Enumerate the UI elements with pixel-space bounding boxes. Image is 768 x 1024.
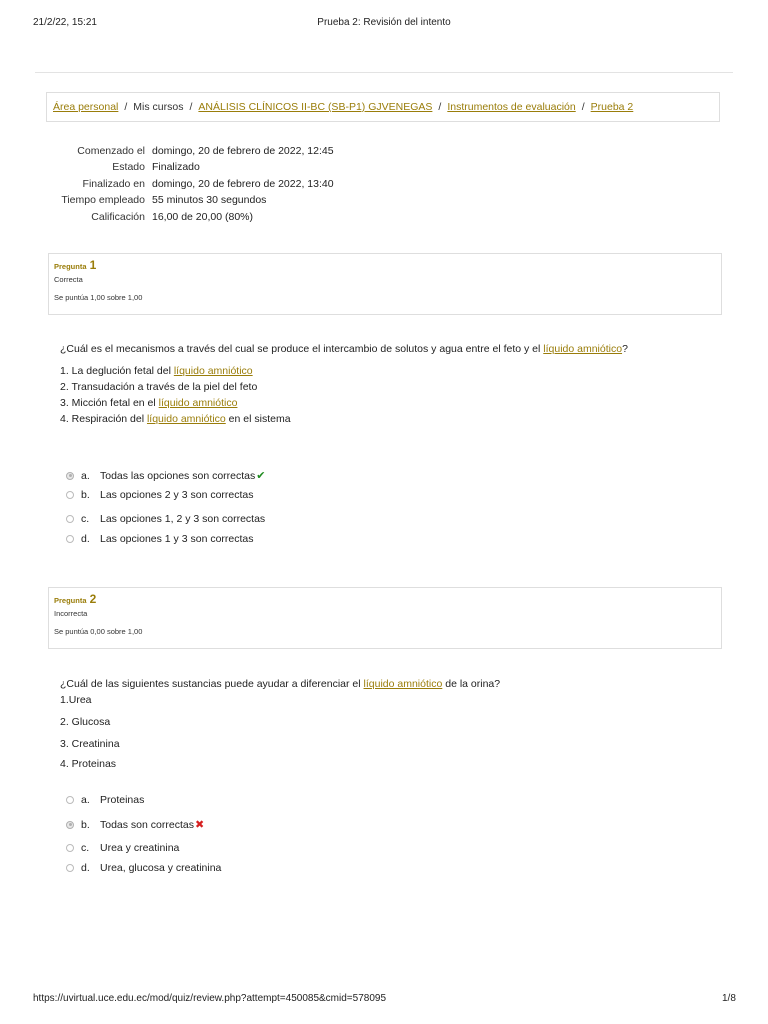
question-prompt: ¿Cuál de las siguientes sustancias puede ayudar a diferenciar el líquido amniótico de la orina? (60, 678, 501, 690)
attempt-summary (54, 143, 334, 225)
option-letter: b. (81, 818, 90, 831)
answer-radio[interactable] (66, 515, 74, 523)
answer-radio[interactable] (66, 535, 74, 543)
answer-option (66, 469, 265, 482)
summary-value: domingo, 20 de febrero de 2022, 13:40 (152, 177, 334, 190)
summary-value: 55 minutos 30 segundos (152, 194, 267, 207)
option-text: Todas las opciones son correctas (100, 469, 256, 482)
option-letter: c. (81, 513, 90, 525)
summary-key: Tiempo empleado (61, 194, 145, 207)
answer-radio[interactable] (66, 796, 74, 804)
question-statement: 1.Urea (60, 694, 92, 706)
print-page-title: Prueba 2: Revisión del intento (317, 17, 451, 28)
question-label: Pregunta (54, 596, 87, 605)
question-number (54, 258, 721, 272)
answer-option (66, 513, 265, 525)
question-statement: 2. Glucosa (60, 716, 111, 728)
header-divider (35, 72, 733, 73)
option-letter: c. (81, 842, 90, 854)
option-text: Las opciones 1 y 3 son correctas (100, 533, 254, 545)
correct-icon: ✔ (256, 470, 266, 482)
option-letter: d. (81, 862, 90, 874)
answer-option (66, 794, 144, 806)
option-letter: a. (81, 794, 90, 806)
question-info-box (48, 253, 722, 315)
breadcrumb-item-course[interactable]: ANÁLISIS CLÍNICOS II-BC (SB-P1) GJVENEGAS (198, 101, 433, 113)
answer-radio[interactable] (66, 472, 74, 480)
summary-key: Comenzado el (77, 145, 145, 157)
breadcrumb-separator: / (124, 101, 128, 113)
breadcrumb-item-prueba[interactable]: Prueba 2 (590, 101, 634, 113)
question-statement: 3. Micción fetal en el líquido amniótico (60, 397, 238, 409)
summary-value: domingo, 20 de febrero de 2022, 12:45 (152, 145, 334, 157)
question-statement: 1. La deglución fetal del líquido amniótico (60, 365, 253, 377)
summary-row-state (54, 159, 334, 175)
print-url: https://uvirtual.uce.edu.ec/mod/quiz/review.php?attempt=450085&cmid=578095 (33, 993, 387, 1004)
question-statement: 2. Transudación a través de la piel del feto (60, 381, 258, 393)
breadcrumb-separator: / (438, 101, 442, 113)
summary-key: Calificación (91, 210, 145, 223)
summary-value: 16,00 de 20,00 (80%) (152, 210, 253, 223)
question-prompt: ¿Cuál es el mecanismos a través del cual se produce el intercambio de solutos y agua entre el feto y el líquido amniótico? (60, 343, 628, 355)
summary-row-started (54, 143, 334, 159)
answer-radio[interactable] (66, 821, 74, 829)
option-letter: d. (81, 533, 90, 545)
incorrect-icon: ✖ (194, 819, 205, 831)
question-grade: Se puntúa 0,00 sobre 1,00 (54, 627, 143, 636)
question-number-value: 1 (89, 258, 97, 272)
option-text: Todas son correctas (100, 818, 194, 831)
option-text: Las opciones 2 y 3 son correctas (100, 489, 254, 501)
breadcrumb-item-mis-cursos: Mis cursos (133, 101, 184, 113)
glossary-link[interactable]: líquido amniótico (173, 365, 253, 377)
summary-row-time (54, 192, 334, 208)
question-statement: 4. Proteinas (60, 758, 117, 770)
option-text: Las opciones 1, 2 y 3 son correctas (100, 513, 266, 525)
summary-row-grade (54, 209, 334, 225)
print-page-number: 1/8 (722, 993, 736, 1004)
answer-option (66, 842, 179, 854)
summary-value: Finalizado (152, 161, 200, 174)
answer-option (66, 818, 204, 831)
answer-radio[interactable] (66, 864, 74, 872)
option-letter: b. (81, 489, 90, 501)
option-letter: a. (81, 469, 90, 482)
breadcrumb-separator: / (189, 101, 193, 113)
breadcrumb (46, 92, 720, 122)
question-number (54, 592, 721, 606)
answer-radio[interactable] (66, 491, 74, 499)
question-statement: 3. Creatinina (60, 738, 120, 750)
answer-radio[interactable] (66, 844, 74, 852)
answer-option (66, 489, 254, 501)
glossary-link[interactable]: líquido amniótico (146, 413, 226, 425)
glossary-link[interactable]: líquido amniótico (158, 397, 238, 409)
glossary-link[interactable]: líquido amniótico (363, 678, 443, 690)
answer-option (66, 862, 221, 874)
breadcrumb-item-area-personal[interactable]: Área personal (53, 101, 119, 113)
breadcrumb-item-instrumentos[interactable]: Instrumentos de evaluación (447, 101, 576, 113)
answer-option (66, 533, 254, 545)
glossary-link[interactable]: líquido amniótico (543, 343, 623, 355)
option-text: Proteinas (100, 794, 145, 806)
question-label: Pregunta (54, 262, 87, 271)
summary-key: Finalizado en (82, 177, 145, 190)
print-datetime: 21/2/22, 15:21 (33, 17, 97, 28)
breadcrumb-separator: / (581, 101, 585, 113)
question-info-box (48, 587, 722, 649)
summary-row-finished (54, 176, 334, 192)
summary-key: Estado (112, 161, 145, 174)
question-number-value: 2 (89, 592, 97, 606)
question-statement: 4. Respiración del líquido amniótico en el sistema (60, 413, 291, 425)
question-state: Incorrecta (54, 609, 88, 618)
option-text: Urea, glucosa y creatinina (100, 862, 222, 874)
question-state: Correcta (54, 275, 83, 284)
question-grade: Se puntúa 1,00 sobre 1,00 (54, 293, 143, 302)
option-text: Urea y creatinina (100, 842, 180, 854)
